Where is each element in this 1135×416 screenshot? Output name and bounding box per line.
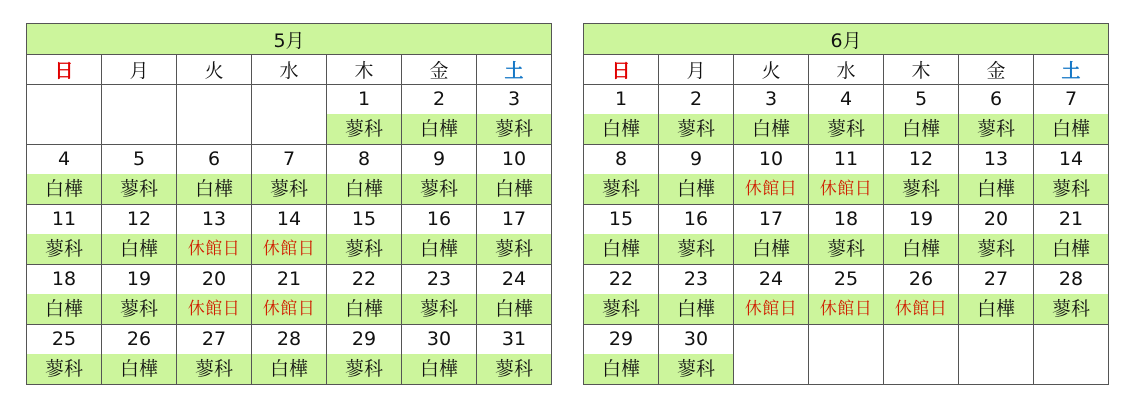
day-number: 15 <box>351 208 377 230</box>
venue-label: 蓼科 <box>327 234 401 264</box>
day-number: 4 <box>839 88 853 110</box>
day-number: 14 <box>276 208 302 230</box>
venue-label: 蓼科 <box>659 234 733 264</box>
venue-label: 白樺 <box>584 114 658 144</box>
day-number: 9 <box>432 148 446 170</box>
day-number <box>809 325 883 354</box>
day-number: 6 <box>989 88 1003 110</box>
day-number: 21 <box>1058 208 1084 230</box>
venue-label <box>102 114 176 144</box>
closed-day-label: 休館日 <box>252 294 326 324</box>
day-number: 15 <box>608 208 634 230</box>
day-cell <box>402 325 477 385</box>
venue-label: 白樺 <box>477 294 551 324</box>
day-number: 12 <box>908 148 934 170</box>
venue-label: 白樺 <box>1034 114 1108 144</box>
venue-label: 蓼科 <box>327 354 401 384</box>
day-number <box>884 325 958 354</box>
day-cell <box>1034 205 1109 265</box>
day-cell <box>959 145 1034 205</box>
day-number: 14 <box>1058 148 1084 170</box>
day-cell <box>327 145 402 205</box>
calendar-june <box>583 23 1109 385</box>
venue-label: 蓼科 <box>809 234 883 264</box>
venue-label: 白樺 <box>884 234 958 264</box>
day-cell <box>809 85 884 145</box>
day-number: 25 <box>51 328 77 350</box>
venue-label: 蓼科 <box>327 114 401 144</box>
day-cell <box>659 265 734 325</box>
day-cell <box>252 145 327 205</box>
day-cell <box>102 325 177 385</box>
closed-day-label: 休館日 <box>884 294 958 324</box>
day-number: 2 <box>689 88 703 110</box>
day-cell <box>584 205 659 265</box>
closed-day-label: 休館日 <box>809 294 883 324</box>
day-cell <box>477 265 552 325</box>
week-row <box>584 145 1109 205</box>
day-number: 11 <box>833 148 859 170</box>
day-cell <box>27 265 102 325</box>
venue-label: 白樺 <box>959 294 1033 324</box>
day-number: 18 <box>51 268 77 290</box>
day-number: 26 <box>908 268 934 290</box>
day-number <box>1034 325 1108 354</box>
venue-label: 蓼科 <box>584 294 658 324</box>
venue-label: 白樺 <box>659 174 733 204</box>
day-number: 20 <box>983 208 1009 230</box>
weekday-header-sun: 日 <box>584 55 659 85</box>
day-cell <box>584 85 659 145</box>
day-number: 17 <box>758 208 784 230</box>
weekday-header-sat: 土 <box>477 55 552 85</box>
day-number: 3 <box>507 88 521 110</box>
venue-label: 蓼科 <box>27 234 101 264</box>
day-number: 9 <box>689 148 703 170</box>
day-number: 16 <box>683 208 709 230</box>
weekday-header-tue: 火 <box>734 55 809 85</box>
venue-label: 白樺 <box>1034 234 1108 264</box>
day-cell <box>659 145 734 205</box>
empty-day-cell <box>809 325 884 385</box>
day-cell <box>584 265 659 325</box>
venue-label <box>252 114 326 144</box>
week-row <box>584 265 1109 325</box>
day-cell <box>584 145 659 205</box>
venue-label: 白樺 <box>102 234 176 264</box>
day-cell <box>402 205 477 265</box>
day-number: 24 <box>501 268 527 290</box>
day-number <box>959 325 1033 354</box>
venue-label: 蓼科 <box>1034 174 1108 204</box>
weekday-header-tue: 火 <box>177 55 252 85</box>
venue-label <box>809 354 883 384</box>
day-cell <box>809 265 884 325</box>
day-number: 6 <box>207 148 221 170</box>
day-cell <box>959 85 1034 145</box>
venue-label: 白樺 <box>884 114 958 144</box>
venue-label: 蓼科 <box>959 234 1033 264</box>
weekday-header-mon: 月 <box>102 55 177 85</box>
day-number: 10 <box>501 148 527 170</box>
venue-label: 蓼科 <box>402 294 476 324</box>
venue-label: 蓼科 <box>102 294 176 324</box>
day-number: 12 <box>126 208 152 230</box>
venue-label: 白樺 <box>102 354 176 384</box>
venue-label: 白樺 <box>402 354 476 384</box>
day-cell <box>477 205 552 265</box>
closed-day-label: 休館日 <box>177 294 251 324</box>
week-row <box>584 325 1109 385</box>
venue-label: 白樺 <box>659 294 733 324</box>
day-cell <box>734 205 809 265</box>
venue-label <box>734 354 808 384</box>
day-cell <box>477 325 552 385</box>
day-cell <box>327 265 402 325</box>
day-number: 28 <box>276 328 302 350</box>
day-number: 22 <box>351 268 377 290</box>
venue-label: 蓼科 <box>959 114 1033 144</box>
day-number: 19 <box>908 208 934 230</box>
day-number <box>27 85 101 114</box>
day-number: 4 <box>57 148 71 170</box>
weekday-header-wed: 水 <box>809 55 884 85</box>
day-number: 25 <box>833 268 859 290</box>
day-number: 11 <box>51 208 77 230</box>
day-cell <box>177 205 252 265</box>
venue-label: 白樺 <box>402 114 476 144</box>
day-cell <box>734 145 809 205</box>
week-row <box>27 325 552 385</box>
weekday-header-wed: 水 <box>252 55 327 85</box>
day-number: 17 <box>501 208 527 230</box>
venue-label: 蓼科 <box>809 114 883 144</box>
empty-day-cell <box>102 85 177 145</box>
closed-day-label: 休館日 <box>252 234 326 264</box>
day-number: 5 <box>132 148 146 170</box>
day-cell <box>659 325 734 385</box>
venue-label: 蓼科 <box>177 354 251 384</box>
day-cell <box>809 205 884 265</box>
day-number: 29 <box>608 328 634 350</box>
week-row <box>27 85 552 145</box>
week-row <box>584 85 1109 145</box>
day-cell <box>659 85 734 145</box>
week-row <box>584 205 1109 265</box>
weekday-header-fri: 金 <box>959 55 1034 85</box>
day-cell <box>177 145 252 205</box>
venue-label: 蓼科 <box>584 174 658 204</box>
day-cell <box>1034 145 1109 205</box>
day-cell <box>659 205 734 265</box>
venue-label <box>177 114 251 144</box>
venue-label: 蓼科 <box>477 114 551 144</box>
empty-day-cell <box>734 325 809 385</box>
venue-label: 蓼科 <box>402 174 476 204</box>
weekday-header-fri: 金 <box>402 55 477 85</box>
venue-label: 蓼科 <box>659 114 733 144</box>
empty-day-cell <box>884 325 959 385</box>
day-number: 24 <box>758 268 784 290</box>
day-number: 19 <box>126 268 152 290</box>
day-cell <box>27 205 102 265</box>
venue-label: 白樺 <box>959 174 1033 204</box>
day-number: 23 <box>426 268 452 290</box>
closed-day-label: 休館日 <box>734 294 808 324</box>
day-cell <box>959 205 1034 265</box>
venue-label: 蓼科 <box>27 354 101 384</box>
day-number: 5 <box>914 88 928 110</box>
day-cell <box>734 265 809 325</box>
venue-label: 白樺 <box>252 354 326 384</box>
day-number <box>177 85 251 114</box>
empty-day-cell <box>27 85 102 145</box>
day-number: 23 <box>683 268 709 290</box>
day-cell <box>402 145 477 205</box>
venue-label: 蓼科 <box>252 174 326 204</box>
day-number: 1 <box>357 88 371 110</box>
venue-label: 白樺 <box>177 174 251 204</box>
day-cell <box>177 325 252 385</box>
day-cell <box>477 85 552 145</box>
empty-day-cell <box>177 85 252 145</box>
day-cell <box>884 145 959 205</box>
day-number: 10 <box>758 148 784 170</box>
day-cell <box>809 145 884 205</box>
day-cell <box>884 85 959 145</box>
day-number: 3 <box>764 88 778 110</box>
venue-label: 白樺 <box>327 174 401 204</box>
day-number: 1 <box>614 88 628 110</box>
weekday-header-mon: 月 <box>659 55 734 85</box>
weekday-header-thu: 木 <box>327 55 402 85</box>
closed-day-label: 休館日 <box>734 174 808 204</box>
venue-label: 蓼科 <box>477 354 551 384</box>
venue-label <box>959 354 1033 384</box>
day-number: 27 <box>983 268 1009 290</box>
day-cell <box>327 85 402 145</box>
weekday-header-sat: 土 <box>1034 55 1109 85</box>
venue-label: 白樺 <box>734 114 808 144</box>
day-number: 28 <box>1058 268 1084 290</box>
day-number: 16 <box>426 208 452 230</box>
venue-label: 蓼科 <box>477 234 551 264</box>
day-cell <box>177 265 252 325</box>
venue-label: 白樺 <box>402 234 476 264</box>
day-cell <box>584 325 659 385</box>
month-title: 6月 <box>584 24 1109 55</box>
closed-day-label: 休館日 <box>177 234 251 264</box>
day-number: 18 <box>833 208 859 230</box>
venue-label: 白樺 <box>734 234 808 264</box>
day-number: 21 <box>276 268 302 290</box>
calendar-may <box>26 23 552 385</box>
day-number: 13 <box>983 148 1009 170</box>
month-title: 5月 <box>27 24 552 55</box>
day-cell <box>252 325 327 385</box>
venue-label: 白樺 <box>27 174 101 204</box>
day-number: 30 <box>683 328 709 350</box>
day-cell <box>1034 265 1109 325</box>
day-cell <box>252 205 327 265</box>
day-number: 20 <box>201 268 227 290</box>
day-cell <box>102 145 177 205</box>
day-cell <box>734 85 809 145</box>
closed-day-label: 休館日 <box>809 174 883 204</box>
venue-label: 蓼科 <box>659 354 733 384</box>
day-number: 7 <box>282 148 296 170</box>
venue-label: 白樺 <box>27 294 101 324</box>
day-number: 8 <box>357 148 371 170</box>
week-row <box>27 145 552 205</box>
day-number: 27 <box>201 328 227 350</box>
week-row <box>27 205 552 265</box>
week-row <box>27 265 552 325</box>
day-cell <box>252 265 327 325</box>
venue-label: 蓼科 <box>1034 294 1108 324</box>
day-cell <box>102 265 177 325</box>
day-cell <box>402 85 477 145</box>
day-number: 26 <box>126 328 152 350</box>
venue-label: 蓼科 <box>884 174 958 204</box>
venue-label: 蓼科 <box>102 174 176 204</box>
day-number: 22 <box>608 268 634 290</box>
day-number <box>734 325 808 354</box>
weekday-header-thu: 木 <box>884 55 959 85</box>
day-number: 30 <box>426 328 452 350</box>
day-number: 7 <box>1064 88 1078 110</box>
day-cell <box>402 265 477 325</box>
day-number: 8 <box>614 148 628 170</box>
weekday-header-sun: 日 <box>27 55 102 85</box>
venue-label: 白樺 <box>477 174 551 204</box>
day-cell <box>327 325 402 385</box>
day-cell <box>102 205 177 265</box>
day-cell <box>884 265 959 325</box>
empty-day-cell <box>252 85 327 145</box>
day-number: 31 <box>501 328 527 350</box>
day-number <box>102 85 176 114</box>
day-number: 29 <box>351 328 377 350</box>
day-cell <box>884 205 959 265</box>
venue-label: 白樺 <box>327 294 401 324</box>
day-cell <box>27 145 102 205</box>
day-number: 13 <box>201 208 227 230</box>
day-cell <box>1034 85 1109 145</box>
day-number: 2 <box>432 88 446 110</box>
empty-day-cell <box>1034 325 1109 385</box>
day-cell <box>477 145 552 205</box>
venue-label <box>1034 354 1108 384</box>
day-cell <box>327 205 402 265</box>
venue-label <box>884 354 958 384</box>
venue-label <box>27 114 101 144</box>
venue-label: 白樺 <box>584 234 658 264</box>
empty-day-cell <box>959 325 1034 385</box>
day-number <box>252 85 326 114</box>
venue-label: 白樺 <box>584 354 658 384</box>
day-cell <box>959 265 1034 325</box>
day-cell <box>27 325 102 385</box>
